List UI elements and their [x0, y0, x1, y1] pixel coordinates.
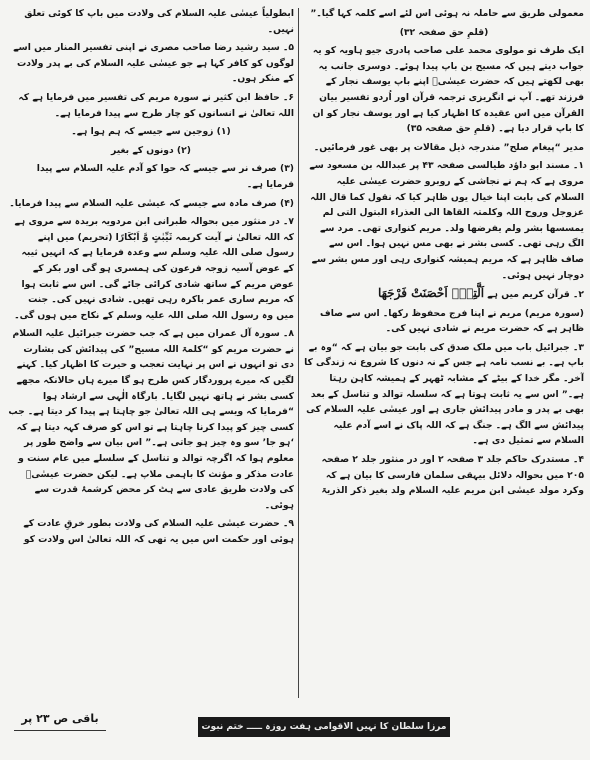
- paragraph-l7: ۷۔ در منثور میں بحوالہ طبرانی ابن مردویہ بریدہ سے مروی ہے کہ اللہ تعالیٰ نے آیت کریمہ ثَیِّبٰتٍ وَّ اَبْکَارًا (تحریم) میں اپنے رسول صلی اللہ علیہ وسلم سے وعدہ فرمایا ہے کہ انہیں ثیبہ کے عوض آسیہ زوجہ فرعون کی ہمسری ہو گی اور بکر کے عوض مریم کے ساتھ شادی کرائی جائے گی۔ اس سے ثابت ہوا کہ مریم ساری عمر باکرہ رہی تھیں۔ شادی نہیں کی۔ جنت میں وہ رسول اللہ صلی اللہ علیہ وسلم کے نکاح میں ہوں گی۔: [14, 216, 294, 321]
- list-item-3: (۳) صرف نر سے جیسے کہ حوا کو آدم علیہ السلام سے پیدا فرمایا ہے۔: [36, 163, 294, 190]
- quran-intro: ۲۔ قرآن کریم میں ہے: [487, 289, 584, 301]
- paragraph-l8: ۸۔ سورہ آل عمران میں ہے کہ جب حضرت جبرائیل علیہ السلام نے حضرت مریم کو “کلمۃ اللہ مسیح” کی پیدائش کی بشارت دی تو انہوں نے اس پر نہایت تعجب و حیرت کا اظہار کیا۔ کہنے لگیں کہ میرے پروردگار کس طرح ہو گا میرے ہاں حالانکہ مجھے کسی بشر نے ہاتھ نہیں لگایا۔ بارگاہ الٰہی سے ارشاد ہوا “فرمایا کہ ویسے ہی اللہ تعالیٰ جو چاہتا ہے پیدا کر دیتا ہے۔ جب کسی چیز کو پیدا کرنا چاہتا ہے تو اس کو صرف کہہ دیتا ہے کہ ‘ہو جا’ سو وہ چیز ہو جاتی ہے۔” اس بیان سے واضح طور پر معلوم ہوا کہ اگرچہ توالد و تناسل کے سلسلے میں عام سنت و عادت مذکر و مؤنث کا باہمی ملاپ ہے۔ لیکن حضرت عیسٰیؑ کی ولادت طریق عادی سے ہٹ کر محض کرشمۂ قدرت سے ہوئی۔: [8, 328, 294, 511]
- list-item-1: (۱) زوجین سے جیسے کہ ہم ہوا ہے۔: [71, 126, 231, 138]
- reference-r1: (قلمِ حق صفحہ ۳۲): [399, 26, 489, 38]
- paragraph-r5: [304, 286, 584, 303]
- paragraph-r3: مدیر “پیغام صلح” مندرجہ ذیل مقالات پر بھی غور فرمائیں۔: [313, 141, 584, 153]
- paragraph-r7: (سورہ مریم) مریم نے اپنا فرج محفوظ رکھا۔ اس سے صاف ظاہر ہے کہ حضرت مریم نے شادی نہیں کی۔: [320, 307, 584, 335]
- continued-underline: [14, 730, 106, 731]
- paragraph-l1: ۵۔ سید رشید رضا صاحب مصری نے اپنی تفسیر المنار میں اسے لوگوں کو کافر کہا ہے جو عیسٰی علیہ السلام کی بے پدر ولادت کے منکر ہوں۔: [13, 42, 294, 85]
- paragraph-r2: ایک طرف تو مولوی محمد علی صاحب پادری جیو ہاویہ کو یہ جواب دیتے ہیں کہ مسیح بن باپ پیدا ہوئے۔ دوسری جانب یہ بھی لکھتے ہیں کہ حضرت عیسٰیؑ اپنے باپ یوسف نجار کے فرزند تھے۔ آپ نے انگریزی ترجمہ قرآن اور اُردو تفسیر بیان القرآن میں اس عقیدہ کا اظہار کیا ہے اور یوسف نجار کو ان کا باپ قرار دیا ہے۔ (قلمِ حق صفحہ ۳۵): [312, 45, 584, 135]
- paragraph-l2: ۶۔ حافظ ابن کثیر نے سورہ مریم کی تفسیر میں فرمایا ہے کہ اللہ تعالیٰ نے انسانوں کو چار طرح سے پیدا فرمایا ہے۔: [18, 91, 294, 119]
- paragraph-l0: ابطولیاً عیسٰی علیہ السلام کی ولادت میں باپ کا کوئی تعلق نہیں۔: [24, 8, 294, 35]
- right-column: [304, 6, 584, 696]
- left-column: [8, 6, 294, 696]
- column-divider: [298, 8, 299, 698]
- list-item-4: (۴) صرف مادہ سے جیسے کہ عیسٰی علیہ السلام سے پیدا فرمایا۔: [9, 197, 294, 209]
- list-item-2: (۲) دونوں کے بغیر: [111, 144, 191, 156]
- footer-banner: مرزا سلطان کا نہیں الاقوامی ہفت روزہ ـــــ ختم نبوت: [198, 717, 450, 737]
- quran-verse: اَلَّتِیْۤ اَحْصَنَتْ فَرْجَهَا: [377, 286, 485, 301]
- paragraph-l9: ۹۔ حضرت عیسٰی علیہ السلام کی ولادت بطور خرقِ عادت کے ہوئی اور حکمت اس میں یہ تھی کہ اللہ تعالیٰ اس ولادت کو: [23, 518, 294, 545]
- paragraph-r8: ۳۔ جبرائیل باب میں ملک صدق کی بابت جو بیان ہے کہ “وہ بے باپ ہے۔ بے نسب نامہ ہے جس کے نہ دنوں کا شروع نہ زندگی کا آخر۔ مگر خدا کے بیٹے کے مشابہ ٹھہر کے ہمیشہ کاہن رہتا ہے۔” اس سے یہ ثابت ہوتا ہے کہ سلسلہ توالد و تناسل کے بعد بھی بے پدر و مادر پیدائش جاری ہے اور عیسٰی علیہ السلام کی پیدائش سے الگ ہے۔ جنگ ہے کہ اللہ پاک نے اسے آدم علیہ السلام سے تمثیل دی ہے۔: [304, 341, 584, 447]
- continued-note: باقی ص ۲۳ پر: [21, 712, 99, 725]
- paragraph-r9: ۴۔ مستدرک حاکم جلد ۳ صفحہ ۲ اور در منثور جلد ۲ صفحہ ۲۰۵ میں بحوالہ دلائل بیہقی سلمان فارسی کا بیان ہے کہ وکرد مولد عیسٰی ابن مریم علیہ السلام ولد بغیر ذکر الذریۃ: [321, 454, 584, 497]
- paragraph-r4: ۱۔ مسند ابو داؤد طیالسی صفحہ ۴۳ پر عبداللہ بن مسعود سے مروی ہے کہ ہم نے نجاشی کے روبرو حضرت عیسٰی علیہ السلام کی بابت اپنا خیال یوں ظاہر کیا کہ نقول کما قال اللہ عزوجل وروح اللہ وکلمتہ القاھا الی العذراء البتول التی لم یمسسھا بشر ولم یفرضھا ولد۔ مریم کنواری تھی۔ مرد سے الگ رہی تھی۔ کسی بشر نے بھی مس نہیں ہوا۔ اس سے صاف ظاہر ہے کہ مریم ہمیشہ کنواری رہی اور مس بشر سے دوچار نہیں ہوئی۔: [309, 160, 584, 281]
- paragraph-r0: معمولی طریق سے حاملہ نہ ہوئی اس لئے اسے کلمہ کہا گیا۔”: [310, 8, 584, 19]
